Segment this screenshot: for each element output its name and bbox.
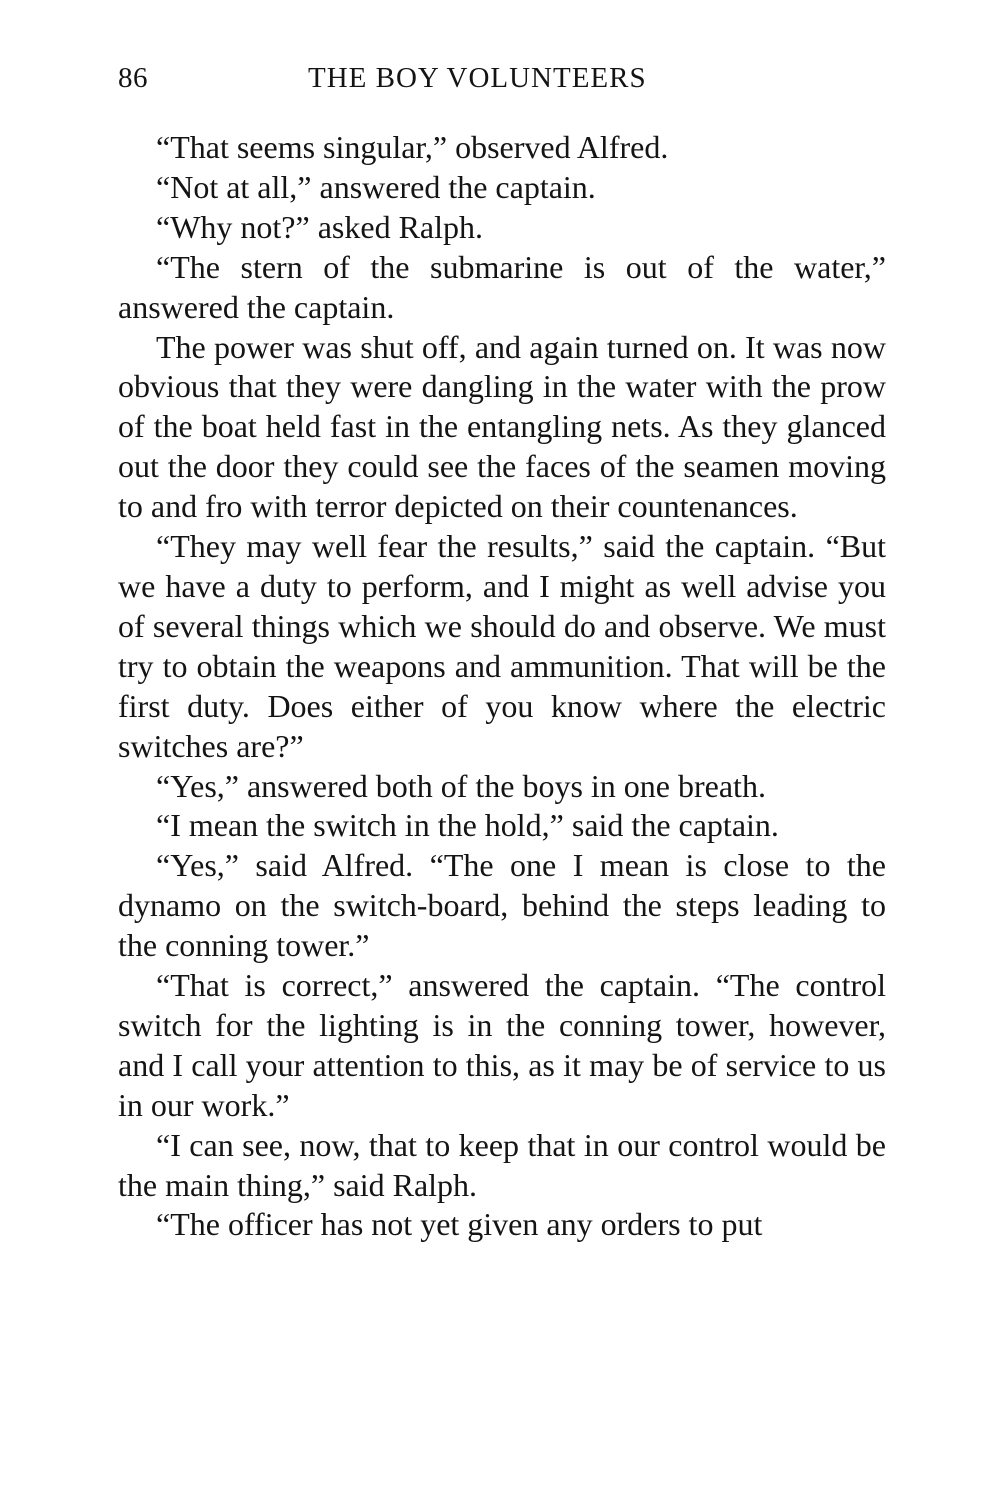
- paragraph: “That is correct,” answered the captain. “The control switch for the lighting is in the conning tower, however, and I call your attention to this, as it may be of service to us in our work.”: [118, 967, 886, 1123]
- paragraph: “They may well fear the results,” said the captain. “But we have a duty to perform, and I might as well advise you of several things which we should do and observe. We must try to obtain the weapons and ammunition. That will be the first duty. Does either of you know where the electric switches are?”: [118, 528, 886, 764]
- paragraph: “The stern of the submarine is out of the water,” answered the captain.: [118, 248, 886, 325]
- body-text: [118, 128, 886, 1245]
- paragraph: “Not at all,” answered the captain.: [156, 168, 596, 205]
- paragraph: “Why not?” asked Ralph.: [156, 208, 483, 245]
- paragraph: “That seems singular,” observed Alfred.: [156, 129, 669, 165]
- paragraph: “Yes,” said Alfred. “The one I mean is close to the dynamo on the switch-board, behind the steps leading to the conning tower.”: [118, 847, 886, 964]
- running-head: [118, 62, 886, 102]
- paragraph: “The officer has not yet given any orders to put: [156, 1206, 763, 1243]
- paragraph: “I can see, now, that to keep that in our control would be the main thing,” said Ralph.: [118, 1126, 886, 1203]
- paragraph: “I mean the switch in the hold,” said the captain.: [156, 807, 779, 844]
- page-number: 86: [118, 62, 148, 94]
- paragraph: The power was shut off, and again turned on. It was now obvious that they were dangling in the water with the prow of the boat held fast in the entangling nets. As they glanced out the door they could see the faces of the seamen moving to and fro with terror depicted on their countenances.: [118, 328, 886, 525]
- running-title: THE BOY VOLUNTEERS: [308, 62, 647, 94]
- paragraph: “Yes,” answered both of the boys in one breath.: [156, 767, 766, 804]
